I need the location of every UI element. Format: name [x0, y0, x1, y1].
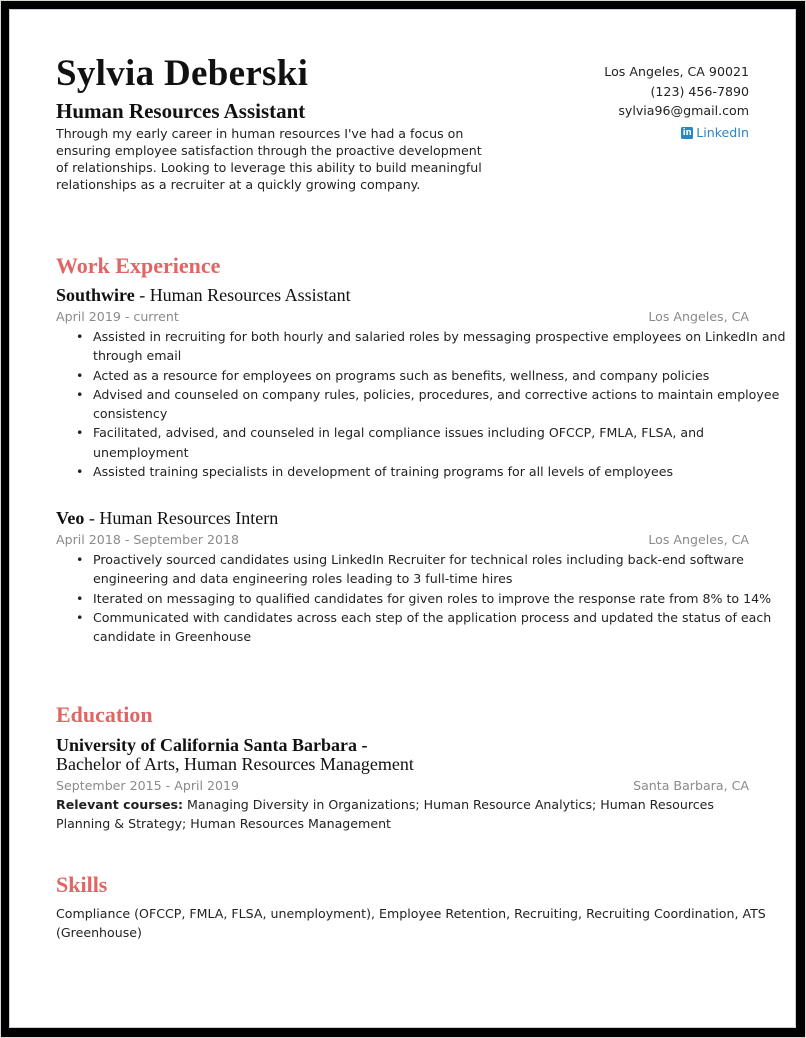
- resume-page: [9, 9, 796, 1028]
- company-name: Veo: [56, 508, 85, 528]
- bullet-item: • Advised and counseled on company rules, policies, procedures, and corrective actions to maintain employee consistency: [93, 385, 793, 424]
- skills-text: Compliance (OFCCP, FMLA, FLSA, unemployment), Employee Retention, Recruiting, Recruiting Coordination, ATS (Greenhouse): [56, 906, 766, 941]
- bullet-item: • Assisted training specialists in development of training programs for all levels of employees: [93, 462, 793, 481]
- skills-heading: Skills: [56, 872, 108, 897]
- title-separator: -: [134, 285, 150, 305]
- courses-list: Managing Diversity in Organizations; Human Resource Analytics; Human Resources Planning & Strategy; Human Resources Management: [56, 797, 714, 832]
- summary-text: Through my early career in human resources I've had a focus on ensuring employee satisfaction through the proactive development of relationships. Looking to leverage this ability to build meaningful relationships as a recruiter at a quickly growing company.: [56, 126, 482, 192]
- job-role: Human Resources Assistant: [149, 285, 351, 305]
- education-dates: September 2015 - April 2019: [56, 778, 240, 793]
- education-heading: Education: [56, 702, 153, 727]
- linkedin-icon: in: [682, 127, 692, 138]
- courses-label: Relevant courses:: [56, 797, 184, 812]
- relevant-courses: [56, 795, 756, 834]
- linkedin-label: LinkedIn: [696, 124, 749, 140]
- contact-address: Los Angeles, CA 90021: [604, 64, 749, 79]
- job-dates: April 2018 - September 2018: [56, 532, 240, 547]
- bullet-item: • Communicated with candidates across each step of the application process and updated the status of each candidate in Greenhouse: [93, 608, 793, 647]
- degree: Bachelor of Arts, Human Resources Management: [56, 754, 414, 774]
- bullet-item: • Acted as a resource for employees on programs such as benefits, wellness, and company policies: [93, 366, 793, 385]
- title-separator: -: [84, 508, 100, 528]
- bullet-item: • Proactively sourced candidates using LinkedIn Recruiter for technical roles including back-end software engineering and data engineering roles leading to 3 full-time hires: [93, 550, 793, 589]
- job-location: Los Angeles, CA: [648, 532, 749, 547]
- job-dates: April 2019 - current: [56, 309, 179, 324]
- job-title-southwire: [56, 284, 351, 306]
- contact-phone: (123) 456-7890: [650, 83, 749, 99]
- education-location: Santa Barbara, CA: [633, 778, 749, 793]
- candidate-name: Sylvia Deberski: [56, 53, 309, 94]
- school-name: University of California Santa Barbara -: [56, 735, 368, 755]
- company-name: Southwire: [56, 285, 135, 305]
- bullet-item: • Facilitated, advised, and counseled in legal compliance issues including OFCCP, FMLA, FLSA, and unemployment: [93, 423, 793, 462]
- contact-email[interactable]: sylvia96@gmail.com: [618, 103, 749, 118]
- contact-block: [604, 62, 749, 142]
- candidate-title: Human Resources Assistant: [56, 99, 306, 123]
- job-role: Human Resources Intern: [99, 508, 279, 528]
- job-location: Los Angeles, CA: [648, 309, 749, 324]
- bullet-item: • Assisted in recruiting for both hourly and salaried roles by messaging prospective employees on LinkedIn and through email: [93, 327, 793, 366]
- linkedin-link[interactable]: [681, 123, 749, 143]
- bullet-item: • Iterated on messaging to qualified candidates for given roles to improve the response rate from 8% to 14%: [93, 589, 793, 608]
- job-bullets-southwire: [56, 327, 793, 481]
- job-bullets-veo: [56, 550, 793, 646]
- work-experience-heading: Work Experience: [56, 253, 221, 278]
- job-title-veo: [56, 507, 278, 529]
